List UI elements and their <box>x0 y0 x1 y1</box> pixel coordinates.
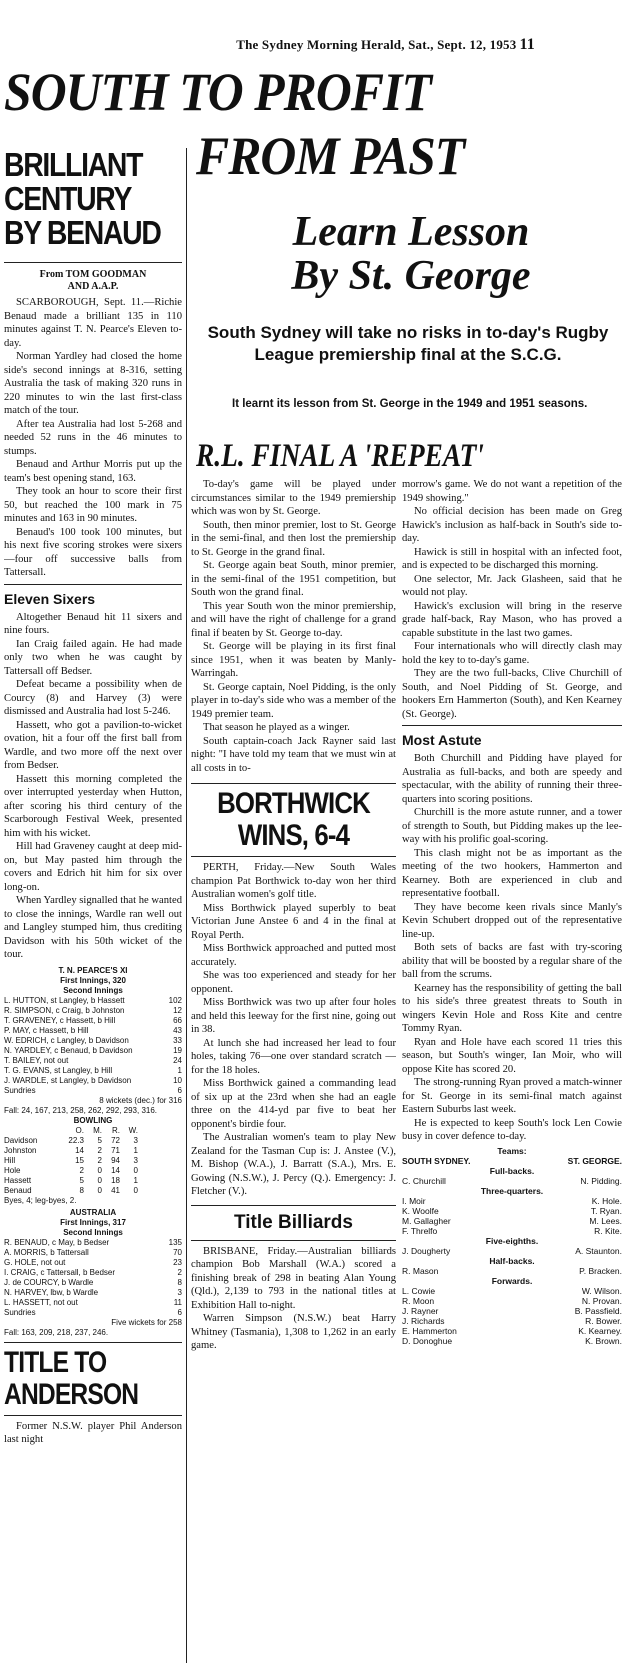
masthead-paper: The Sydney Morning Herald, Sat., Sept. 12, 1953 <box>236 37 517 52</box>
batting-row <box>4 1056 182 1066</box>
runs: 66 <box>173 1015 182 1025</box>
runs: 8 <box>177 1277 182 1287</box>
batsman: R. SIMPSON, c Craig, b Johnston <box>4 1005 125 1015</box>
team-row <box>402 1336 622 1346</box>
anderson-headline-1: TITLE TO <box>4 1345 107 1379</box>
paragraph: PERTH, Friday.—New South Wales champion Pat Borthwick to-day won her third Australian women's golf title. <box>191 862 396 900</box>
anderson-article <box>4 1347 182 1447</box>
paragraph: SCARBOROUGH, Sept. 11.—Richie Benaud made a brilliant 135 in 110 minutes against T. N. Pearce's Eleven to-day. <box>4 297 182 349</box>
runs: 23 <box>173 1257 182 1267</box>
stgeorge-player: P. Bracken. <box>579 1265 622 1276</box>
score2-rows <box>4 1238 182 1318</box>
paragraph: Benaud's 100 took 100 minutes, but his next five scoring strokes were sixers—four off successive balls from Tattersall. <box>4 526 182 578</box>
astute-body <box>402 752 622 1144</box>
scorecard-pearce <box>4 966 182 1338</box>
batting-row <box>4 1308 182 1318</box>
benaud-article <box>4 148 182 1673</box>
batsman: Sundries <box>4 1307 36 1317</box>
borthwick-headline-2: WINS, 6-4 <box>237 819 350 852</box>
paragraph: Defeat became a possibility when de Courcy (8) and Harvey (3) were dismissed and Australia had lost 5-246. <box>4 679 182 717</box>
main-headline-line2: FROM PAST <box>196 126 465 186</box>
batsman: I. CRAIG, c Tattersall, b Bedser <box>4 1267 116 1277</box>
page-number: 11 <box>519 36 535 53</box>
paragraph: When Yardley signalled that he wanted to close the innings, Wardle ran well out and Langley stumped him, thus crediting Davidson with his 50th wicket of the tour. <box>4 895 182 960</box>
runs: 12 <box>173 1005 182 1015</box>
bowling-cell: 0 <box>133 1185 138 1195</box>
paragraph: Hassett this morning completed the over interrupted yesterday when Hutton, after scoring his third century of the Scarborough Festival Week, presented him with his wicket. <box>4 773 182 839</box>
billiards-headline: Title Billiards <box>234 1211 353 1233</box>
runs: 6 <box>177 1307 182 1317</box>
bowling-cell: 1 <box>133 1175 138 1185</box>
bowling-cell: 15 <box>75 1155 84 1165</box>
team-row <box>402 1326 622 1336</box>
batting-row <box>4 1066 182 1076</box>
bowling-cell: Johnston <box>4 1145 37 1155</box>
bowling-cell: 18 <box>111 1175 120 1185</box>
runs: 2 <box>177 1267 182 1277</box>
score-first: First Innings, 320 <box>60 975 126 985</box>
south-player: R. Moon <box>402 1295 435 1306</box>
paragraph: That season he played as a winger. <box>203 722 350 733</box>
south-player: J. Rayner <box>402 1305 439 1316</box>
batting-row <box>4 1258 182 1268</box>
paragraph: South, then minor premier, lost to St. George in the semi-final, and then lost the premiership to St. George in the grand final. <box>191 519 396 558</box>
south-player: R. Mason <box>402 1265 439 1276</box>
bowling-col-header: R. <box>112 1125 120 1135</box>
benaud-headline-1: BRILLIANT <box>4 148 143 183</box>
team-row <box>402 1176 622 1186</box>
team-sections <box>402 1166 622 1346</box>
benaud-body-2 <box>4 611 182 962</box>
team-right: ST. GEORGE. <box>567 1155 622 1166</box>
deck: South Sydney will take no risks in to-day's Rugby League premiership final at the S.C.G. <box>207 323 609 364</box>
bowling-cell: 3 <box>133 1135 138 1145</box>
stgeorge-player: B. Passfield. <box>574 1305 622 1316</box>
teams-header <box>402 1156 622 1166</box>
paragraph: Ian Craig failed again. He had made only two when he was caught by Tattersall off Bedser. <box>4 638 182 677</box>
team-row <box>402 1316 622 1326</box>
team-row <box>402 1216 622 1226</box>
score-rows <box>4 996 182 1096</box>
batting-row <box>4 1046 182 1056</box>
paragraph: They took an hour to score their first 50, but reached the 100 mark in 75 minutes and 163 in 90 minutes. <box>4 486 182 524</box>
paragraph: South captain-coach Jack Rayner said last night: "I have told my team that we must win at all costs in to- <box>191 735 396 774</box>
team-position: Three-quarters. <box>480 1185 544 1196</box>
batting-row <box>4 1268 182 1278</box>
south-player: D. Donoghue <box>402 1335 453 1346</box>
runs: 70 <box>173 1247 182 1257</box>
batsman: A. MORRIS, b Tattersall <box>4 1247 89 1257</box>
divider <box>191 856 396 857</box>
bowling-cell: 1 <box>133 1145 138 1155</box>
batting-row <box>4 1076 182 1086</box>
bowling-cell: 2 <box>79 1165 84 1175</box>
runs: 102 <box>168 995 182 1005</box>
runs: 24 <box>173 1055 182 1065</box>
divider <box>4 1415 182 1416</box>
score-total: 8 wickets (dec.) for 316 <box>99 1095 182 1105</box>
right-column <box>402 478 622 1668</box>
batsman: J. de COURCY, b Wardle <box>4 1277 94 1287</box>
bowling-row <box>4 1186 182 1196</box>
benaud-headline-box <box>4 148 182 258</box>
batsman: L. HUTTON, st Langley, b Hassett <box>4 995 125 1005</box>
stgeorge-player: K. Brown. <box>585 1335 622 1346</box>
bowling-col-header: M. <box>93 1125 102 1135</box>
bowling-header <box>4 1126 182 1136</box>
paragraph: Norman Yardley had closed the home side's second innings at 8-316, setting Australia the task of making 320 runs in 220 minutes to win the last first-class match of the tour. <box>4 351 182 416</box>
bowling-cell: 0 <box>97 1185 102 1195</box>
batsman: R. BENAUD, c May, b Bedser <box>4 1237 110 1247</box>
bowling-title: BOWLING <box>73 1115 113 1125</box>
bowling-rows <box>4 1136 182 1196</box>
runs: 1 <box>177 1065 182 1075</box>
south-player: L. Cowie <box>402 1285 436 1296</box>
stgeorge-player: A. Staunton. <box>575 1245 622 1256</box>
paragraph: To-day's game will be played under circumstances similar to the 1949 premiership which was won by St. George. <box>191 479 396 517</box>
paragraph: Miss Borthwick played superbly to beat Victorian June Anstee 6 and 4 in the final at Royal Perth. <box>191 902 396 941</box>
team-position: Full-backs. <box>489 1165 535 1176</box>
batting-row <box>4 1288 182 1298</box>
benaud-headline-3: BY BENAUD <box>4 214 161 251</box>
masthead <box>236 36 535 54</box>
south-player: F. Threlfo <box>402 1225 438 1236</box>
paragraph: Both sets of backs are fast with try-scoring ability that will be boosted by a regular share of the ball from the scrums. <box>402 942 622 980</box>
team-row <box>402 1296 622 1306</box>
paragraph: No official decision has been made on Greg Hawick's inclusion as half-back in South's side to-day. <box>402 506 622 544</box>
paragraph: Hawick is still in hospital with an infected foot, and is expected to be discharged this morning. <box>402 546 622 571</box>
score-fall: Fall: 24, 167, 213, 258, 262, 292, 293, 316. <box>4 1105 158 1115</box>
score2-total: Five wickets for 258 <box>111 1317 182 1327</box>
batsman: T. BAILEY, not out <box>4 1055 69 1065</box>
batting-row <box>4 1036 182 1046</box>
south-player: M. Gallagher <box>402 1215 451 1226</box>
score-second: Second Innings <box>63 985 123 995</box>
bowling-row <box>4 1156 182 1166</box>
paragraph: Ryan and Hole have each scored 11 tries this season, but South's winger, Ian Moir, who will oppose Kite has scored 20. <box>402 1036 622 1075</box>
score2-second: Second Innings <box>63 1227 123 1237</box>
team-row <box>402 1246 622 1256</box>
south-player: C. Churchill <box>402 1175 446 1186</box>
paragraph: After tea Australia had lost 5-268 and needed 52 runs in the 46 minutes to stumps. <box>4 418 182 457</box>
byline-line2: AND A.A.P. <box>67 281 119 292</box>
team-row <box>402 1226 622 1236</box>
paragraph: He is expected to keep South's lock Len Cowie busy in cover defence to-day. <box>402 1117 622 1142</box>
paragraph: At lunch she had increased her lead to four holes, taking 76—one over standard scratch —for the 18 holes. <box>191 1037 396 1076</box>
runs: 135 <box>168 1237 182 1247</box>
bowling-cell: 8 <box>79 1185 84 1195</box>
paragraph: Former N.S.W. player Phil Anderson last night <box>4 1420 182 1445</box>
batting-row <box>4 1016 182 1026</box>
batsman: T. G. EVANS, st Langley, b Hill <box>4 1065 113 1075</box>
bowling-col-header <box>4 1126 66 1136</box>
runs: 6 <box>177 1085 182 1095</box>
paragraph: One selector, Mr. Jack Glasheen, said that he would not play. <box>402 573 622 598</box>
batsman: N. HARVEY, lbw, b Wardle <box>4 1287 99 1297</box>
paragraph: It learnt its lesson from St. George in the 1949 and 1951 seasons. <box>232 398 588 410</box>
divider <box>4 584 182 585</box>
paragraph: Altogether Benaud hit 11 sixers and nine fours. <box>4 611 182 636</box>
bowling-cell: 0 <box>133 1165 138 1175</box>
team-position: Five-eighths. <box>485 1235 539 1246</box>
runs: 33 <box>173 1035 182 1045</box>
paragraph: morrow's game. We do not want a repetition of the 1949 showing." <box>402 479 622 504</box>
bowling-cell: 14 <box>75 1145 84 1155</box>
rl-body-mid <box>191 478 396 775</box>
runs: 10 <box>173 1075 182 1085</box>
billiards-article <box>191 1212 396 1353</box>
south-player: I. Moir <box>402 1195 426 1206</box>
team-left: SOUTH SYDNEY. <box>402 1155 471 1166</box>
borthwick-body <box>191 861 396 1199</box>
paragraph: This clash might not be as important as the meeting of the two hookers, Hammerton and Kearney. Both are experienced in club and representative football. <box>402 847 622 899</box>
bowling-row <box>4 1176 182 1186</box>
bowling-cell: 2 <box>97 1155 102 1165</box>
deck-2 <box>196 396 616 412</box>
bowling-cell: Hill <box>4 1155 16 1165</box>
bowling-col-header: O. <box>75 1125 84 1135</box>
stgeorge-player: M. Lees. <box>589 1215 622 1226</box>
batsman: T. GRAVENEY, c Hassett, b Hill <box>4 1015 116 1025</box>
batsman: Sundries <box>4 1085 36 1095</box>
paragraph: The Australian women's team to play New Zealand for the Tasman Cup is: J. Anstee (V.), M. Bishop (W.A.), J. Barratt (S.A.), Mrs. E. Gowing (N.S.W.), J. Percy (Q.). Emergency: J. Fletcher (V.). <box>191 1132 396 1197</box>
paragraph: They have become keen rivals since Manly's Kevin Schubert dropped out of the representative line-up. <box>402 901 622 940</box>
paragraph: St. George captain, Noel Pidding, is the only player in to-day's side who was a member of the 1949 premier team. <box>191 681 396 720</box>
paragraph: Miss Borthwick gained a commanding lead of six up at the 23rd when she had an eagle three on the 414-yd par five to beat her opponent's birdie four. <box>191 1078 396 1130</box>
divider <box>4 1342 182 1343</box>
batting-row <box>4 1298 182 1308</box>
benaud-headline-2: CENTURY <box>4 180 132 217</box>
batting-row <box>4 1278 182 1288</box>
stgeorge-player: R. Kite. <box>594 1225 622 1236</box>
stgeorge-player: W. Wilson. <box>581 1285 622 1296</box>
team-lists <box>402 1146 622 1346</box>
bowling-cell: 0 <box>97 1165 102 1175</box>
billiards-body <box>191 1245 396 1353</box>
paragraph: This year South won the minor premiership, and will have the right of challenge for a grand final if beaten by St. George to-day. <box>191 600 396 639</box>
learn-line2: By St. George <box>291 253 531 299</box>
paragraph: BRISBANE, Friday.—Australian billiards champion Bob Marshall (W.A.) scored a finishing break of 298 in beating Alan Young (Qld.), 2,139 to 793 in the national titles at Exhibition Hall to-night. <box>191 1245 396 1311</box>
bowling-row <box>4 1166 182 1176</box>
batsman: N. YARDLEY, c Benaud, b Davidson <box>4 1045 133 1055</box>
bowling-col-header: W. <box>128 1125 138 1135</box>
south-player: E. Hammerton <box>402 1325 457 1336</box>
bowling-row <box>4 1146 182 1156</box>
subhead-eleven-sixers: Eleven Sixers <box>4 590 96 607</box>
bowling-cell: 2 <box>97 1145 102 1155</box>
batting-row <box>4 1026 182 1036</box>
batting-row <box>4 1086 182 1096</box>
bowling-cell: 14 <box>111 1165 120 1175</box>
bowling-row <box>4 1136 182 1146</box>
teams-label: Teams: <box>497 1145 527 1156</box>
byes: Byes, 4; leg-byes, 2. <box>4 1195 77 1205</box>
bowling-cell: Davidson <box>4 1135 38 1145</box>
batsman: G. HOLE, not out <box>4 1257 66 1267</box>
score2-first: First Innings, 317 <box>60 1217 126 1227</box>
stgeorge-player: K. Hole. <box>591 1195 622 1206</box>
divider <box>191 783 396 784</box>
paragraph: Four internationals who will directly clash may hold the key to to-day's game. <box>402 641 622 666</box>
borthwick-headline-1: BORTHWICK <box>217 787 370 820</box>
anderson-lead <box>4 1420 182 1447</box>
team-position: Forwards. <box>491 1275 533 1286</box>
batting-row <box>4 1248 182 1258</box>
bowling-cell: Hassett <box>4 1175 32 1185</box>
stgeorge-player: N. Pidding. <box>580 1175 622 1186</box>
batting-row <box>4 996 182 1006</box>
paragraph: Warren Simpson (N.S.W.) beat Harry Whitney (Tasmania), 1,308 to 1,262 in an early game. <box>191 1313 396 1351</box>
paragraph: The strong-running Ryan proved a match-winner for St. George in its semi-final match against Eastern Suburbs last week. <box>402 1077 622 1115</box>
anderson-headline-2: ANDERSON <box>4 1377 139 1411</box>
batsman: W. EDRICH, c Langley, b Davidson <box>4 1035 129 1045</box>
runs: 43 <box>173 1025 182 1035</box>
team-row <box>402 1206 622 1216</box>
south-player: K. Woolfe <box>402 1205 439 1216</box>
team-row <box>402 1306 622 1316</box>
paragraph: She was too experienced and steady for her opponent. <box>191 970 396 995</box>
batsman: J. WARDLE, st Langley, b Davidson <box>4 1075 132 1085</box>
score-title: T. N. PEARCE'S XI <box>58 965 128 975</box>
batsman: L. HASSETT, not out <box>4 1297 78 1307</box>
paragraph: Hill had Graveney caught at deep mid-on, but May pasted him through the covers and Edrich hit him for six over long-on. <box>4 841 182 893</box>
bowling-cell: 3 <box>133 1155 138 1165</box>
borthwick-article <box>191 788 396 1199</box>
team-position: Half-backs. <box>489 1255 535 1266</box>
runs: 3 <box>177 1287 182 1297</box>
score2-fall: Fall: 163, 209, 218, 237, 246. <box>4 1327 109 1337</box>
bowling-cell: 72 <box>111 1135 120 1145</box>
byline <box>4 269 182 293</box>
batsman: P. MAY, c Hassett, b Hill <box>4 1025 89 1035</box>
paragraph: Miss Borthwick was two up after four holes and held this leeway for the first nine, going out in 38. <box>191 997 396 1035</box>
divider <box>191 1205 396 1206</box>
paragraph: Kearney has the responsibility of getting the ball to his side's three greatest threats to South in wingers Kevin Hole and Ross Kite and centre Tommy Ryan. <box>402 982 622 1034</box>
paragraph: Benaud and Arthur Morris put up the team's best opening stand, 163. <box>4 459 182 484</box>
score2-title: AUSTRALIA <box>69 1207 117 1217</box>
learn-line1: Learn Lesson <box>292 209 530 255</box>
stgeorge-player: R. Bower. <box>585 1315 622 1326</box>
batting-row <box>4 1006 182 1016</box>
bowling-cell: 71 <box>111 1145 120 1155</box>
middle-column <box>191 478 396 1668</box>
bowling-cell: 94 <box>111 1155 120 1165</box>
paragraph: Miss Borthwick approached and putted most accurately. <box>191 943 396 968</box>
subhead-most-astute: Most Astute <box>402 732 482 748</box>
paragraph: Both Churchill and Pidding have played for Australia as full-backs, and both are speedy and spectacular, with the ability of running their three-quarters into scoring positions. <box>402 753 622 805</box>
paragraph: Hassett, who got a pavilion-to-wicket ovation, hit a four off the first ball from Wardle, and two more off the next over from Bedser. <box>4 719 182 771</box>
rl-body-right <box>402 478 622 721</box>
rl-final-headline: R.L. FINAL A 'REPEAT' <box>196 438 484 474</box>
divider <box>191 1240 396 1241</box>
divider <box>402 725 622 726</box>
paragraph: They are the two full-backs, Clive Churchill of South, and Noel Pidding of St. George, and hookers Ern Hammerton (South), and Ken Kearney (St. George). <box>402 668 622 720</box>
south-player: J. Dougherty <box>402 1245 451 1256</box>
stgeorge-player: K. Kearney. <box>578 1325 622 1336</box>
main-headline-line1: SOUTH TO PROFIT <box>4 62 431 122</box>
bowling-cell: 5 <box>97 1135 102 1145</box>
paragraph: Churchill is the more astute runner, and a tower of strength to South, but Pidding makes up the lee-way with his prolific goal-scoring. <box>402 807 622 845</box>
runs: 19 <box>173 1045 182 1055</box>
bowling-cell: Hole <box>4 1165 21 1175</box>
paragraph: St. George will be playing in its first final since 1951, when it was beaten by Manly-Warringah. <box>191 641 396 679</box>
bowling-cell: 41 <box>111 1185 120 1195</box>
team-row <box>402 1196 622 1206</box>
stgeorge-player: N. Provan. <box>581 1295 622 1306</box>
stgeorge-player: T. Ryan. <box>590 1205 622 1216</box>
column-rule <box>186 148 187 1663</box>
paragraph: St. George again beat South, minor premier, in the semi-final of the 1951 competition, but South won the grand final. <box>191 560 396 598</box>
bowling-cell: 0 <box>97 1175 102 1185</box>
byline-line1: From TOM GOODMAN <box>39 269 147 280</box>
team-row <box>402 1286 622 1296</box>
bowling-cell: 22.3 <box>68 1135 84 1145</box>
paragraph: Hawick's exclusion will bring in the reserve grade half-back, Ray Mason, who has proved a capable substitute in the last two games. <box>402 600 622 639</box>
bowling-cell: Benaud <box>4 1185 32 1195</box>
learn-lesson-headline <box>196 210 626 298</box>
bowling-cell: 5 <box>79 1175 84 1185</box>
batting-row <box>4 1238 182 1248</box>
benaud-body <box>4 296 182 580</box>
runs: 11 <box>173 1297 182 1307</box>
south-player: J. Richards <box>402 1315 445 1326</box>
divider <box>4 262 182 263</box>
team-row <box>402 1266 622 1276</box>
